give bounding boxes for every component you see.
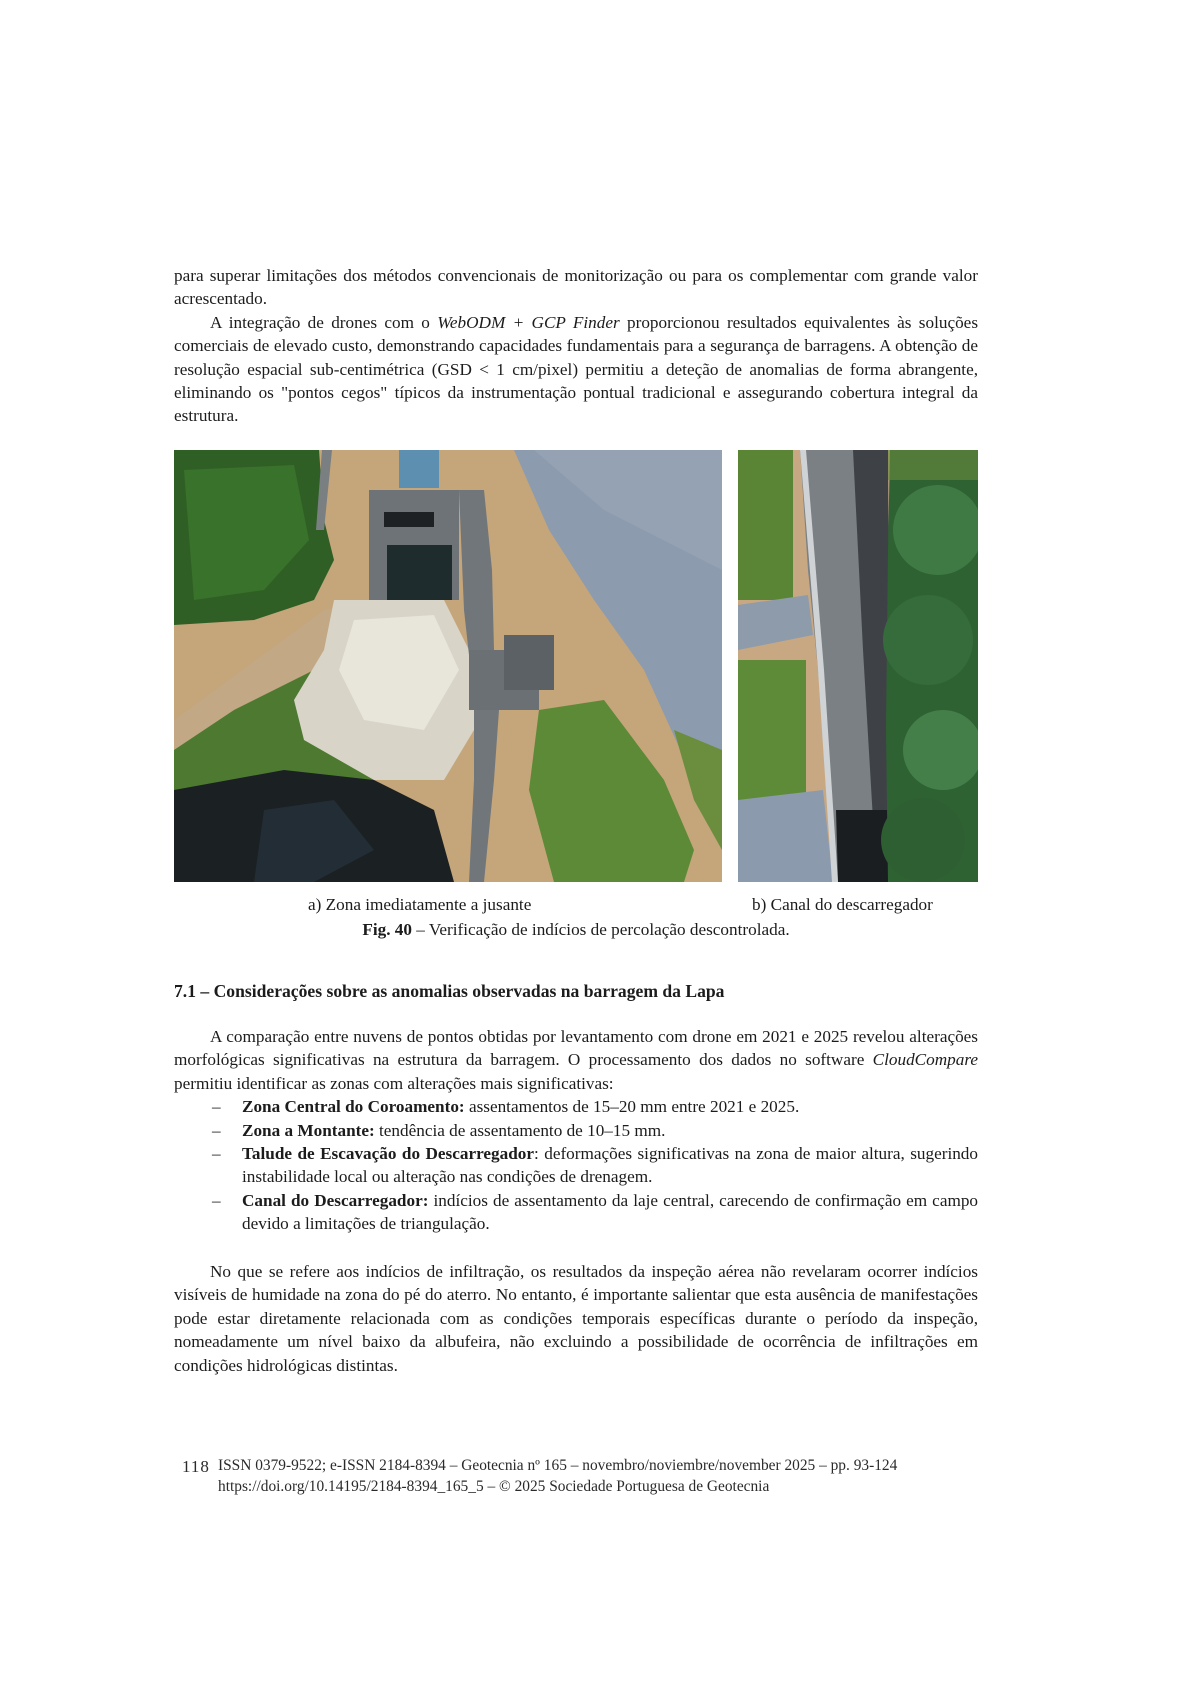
list-text: : deformações significativas na zona de maior altura, sugerindo instabilidade local ou alteração nas condições de drenagem. [242,1144,978,1187]
text-run: A integração de drones com o [210,312,438,332]
list-term: Canal do Descarregador: [242,1190,429,1210]
section-body-2 [174,1260,978,1377]
text-run: A comparação entre nuvens de pontos obtidas por levantamento com drone em 2021 e 2025 revelou alterações morfológicas significativas na estrutura da barragem. O processamento dos dados no software [174,1027,978,1070]
body-text [174,264,978,428]
list-item [174,1119,978,1142]
paragraph-webodm [174,311,978,428]
footer-doi[interactable]: https://doi.org/10.14195/2184-8394_165_5 – © 2025 Sociedade Portuguesa de Geotecnia [218,1478,770,1495]
figure-label: Fig. 40 [362,920,412,939]
subcaption-a: a) Zona imediatamente a jusante [308,895,532,914]
dash-bullet: – [212,1097,221,1117]
paragraph-infiltration: No que se refere aos indícios de infiltração, os resultados da inspeção aérea não revelaram ocorrer indícios visíveis de humidade na zona do pé do aterro. No entanto, é importante salientar que esta ausência de manifestações pode estar diretamente relacionada com as condições temporais específicas durante o período da inspeção, nomeadamente um nível baixo da albufeira, não excluindo a possibilidade de ocorrência de infiltrações em condições hidrológicas distintas. [174,1262,978,1375]
software-name: WebODM + GCP Finder [437,312,620,332]
list-text: assentamentos de 15–20 mm entre 2021 e 2025. [464,1097,800,1117]
list-term: Talude de Escavação do Descarregador [242,1144,535,1164]
subcaption-b: b) Canal do descarregador [752,895,933,914]
list-item [174,1189,978,1236]
section-heading: 7.1 – Considerações sobre as anomalias observadas na barragem da Lapa [174,981,725,1001]
list-text: indícios de assentamento da laje central, carecendo de confirmação em campo devido a limitações de triangulação. [242,1190,979,1234]
figure-caption [0,920,1152,940]
list-item [174,1095,978,1118]
page-number: 118 [182,1457,210,1476]
software-name: CloudCompare [872,1050,978,1070]
list-item [174,1142,978,1189]
list-term: Zona a Montante: [242,1120,375,1140]
text-run: proporcionou resultados equivalentes às soluções comerciais de elevado custo, demonstrando capacidades fundamentais para a segurança de barragens. A obtenção de resolução espacial sub-centimétrica (GSD < 1 cm/pixel) permitiu a deteção de anomalias de forma abrangente, eliminando os "pontos cegos" típicos da instrumentação pontual tradicional e assegurando cobertura integral da estrutura. [174,312,979,426]
dash-bullet: – [212,1144,221,1164]
figure-image-spillway-channel [738,450,978,882]
figure-title: – Verificação de indícios de percolação descontrolada. [412,920,790,939]
text-run: permitiu identificar as zonas com alterações mais significativas: [174,1073,614,1093]
list-text: tendência de assentamento de 10–15 mm. [374,1120,666,1140]
list-term: Zona Central do Coroamento: [242,1097,465,1117]
aerial-photo-downstream [174,450,722,882]
aerial-photo-spillway [738,450,978,882]
dash-bullet: – [212,1120,221,1140]
section-body [174,1025,978,1236]
anomaly-list [174,1095,978,1235]
figure-image-downstream-zone [174,450,722,882]
paragraph-continuation: para superar limitações dos métodos convencionais de monitorização ou para os complementar com grande valor acrescentado. [174,266,978,309]
paragraph-comparison [174,1025,978,1095]
dash-bullet: – [212,1190,221,1210]
footer-issn: ISSN 0379-9522; e-ISSN 2184-8394 – Geotecnia nº 165 – novembro/noviembre/november 2025 – pp. 93-124 [218,1457,898,1474]
